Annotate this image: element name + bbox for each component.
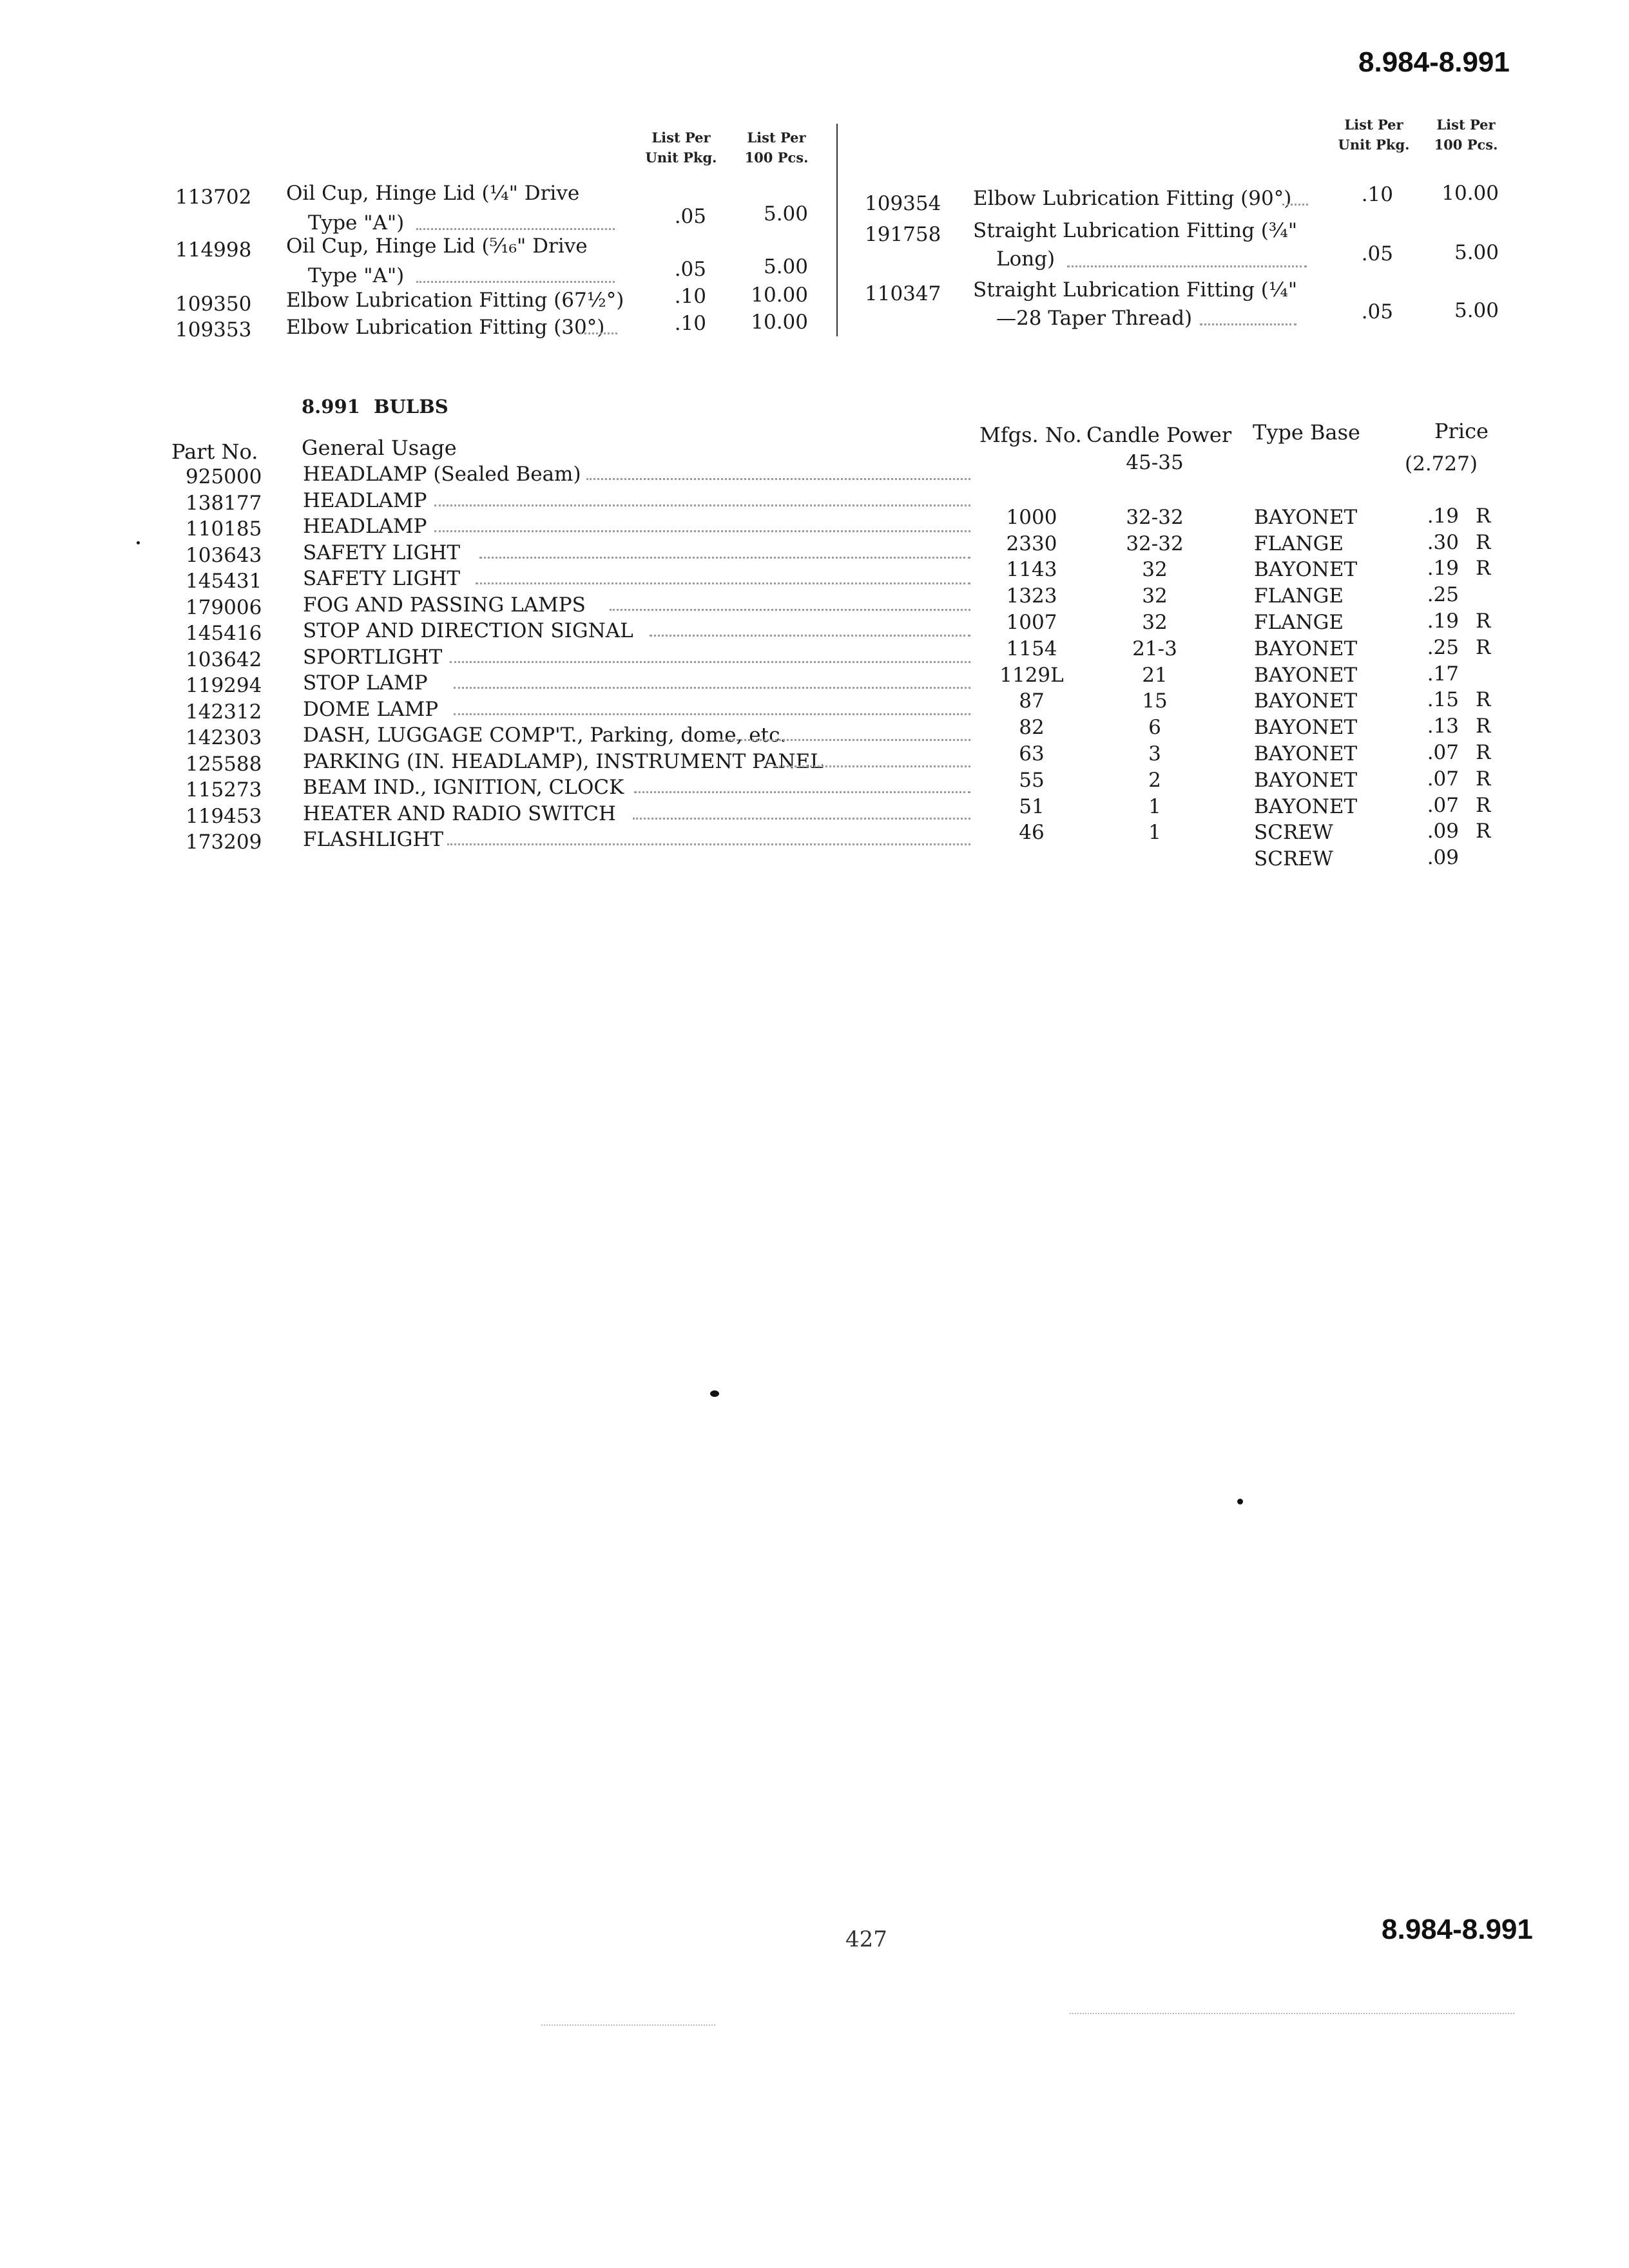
bulb-general-usage: SPORTLIGHT xyxy=(303,645,443,669)
scan-speck xyxy=(137,541,140,544)
bulb-type-base: BAYONET xyxy=(1254,663,1358,687)
bulb-general-usage: HEATER AND RADIO SWITCH xyxy=(303,802,616,825)
bulb-price: .25 xyxy=(1427,583,1459,607)
leader-dots xyxy=(634,791,970,793)
header-part-no: Part No. xyxy=(171,439,258,464)
bulb-mfgs-number: 1154 xyxy=(1006,637,1057,660)
bulb-mfgs-number: 1000 xyxy=(1006,505,1057,529)
bulb-candle-power: 32 xyxy=(1142,611,1168,634)
bulb-price: .19 xyxy=(1427,504,1459,528)
bulb-candle-power: 1 xyxy=(1148,794,1161,818)
bulb-part-number: 145431 xyxy=(186,570,262,593)
bulb-part-number: 119294 xyxy=(186,674,262,697)
header-mfgs-no: Mfgs. No. xyxy=(979,423,1082,447)
bulb-general-usage: DASH, LUGGAGE COMP'T., Parking, dome, etc. xyxy=(303,724,787,747)
fitting-description: Straight Lubrication Fitting (¾" xyxy=(973,219,1298,242)
bulb-type-base: BAYONET xyxy=(1254,768,1358,792)
bulb-part-number: 145416 xyxy=(186,622,262,645)
bulb-price-flag: R xyxy=(1476,688,1491,712)
bulb-part-number: 138177 xyxy=(186,491,262,515)
bulb-general-usage: HEADLAMP (Sealed Beam) xyxy=(303,463,581,486)
fitting-description-cont: Long) xyxy=(996,247,1055,271)
bulb-type-base: BAYONET xyxy=(1254,505,1358,529)
bulb-type-base: SCREW xyxy=(1254,847,1333,871)
bulb-type-base: BAYONET xyxy=(1254,716,1358,740)
fitting-description: Oil Cup, Hinge Lid (⁵⁄₁₆" Drive xyxy=(286,235,588,258)
fitting-description-cont: —28 Taper Thread) xyxy=(996,307,1193,330)
bulb-candle-power: 15 xyxy=(1142,689,1168,713)
bulb-price: .07 xyxy=(1427,767,1459,791)
bulb-type-base: BAYONET xyxy=(1254,689,1358,713)
bulb-candle-power: 6 xyxy=(1148,716,1161,740)
fitting-description: Straight Lubrication Fitting (¼" xyxy=(973,278,1298,302)
bulb-general-usage: SAFETY LIGHT xyxy=(303,567,461,590)
leader-dots xyxy=(775,765,970,767)
bulb-price: .17 xyxy=(1427,662,1459,686)
fitting-description: Elbow Lubrication Fitting (30°) xyxy=(286,316,605,339)
fitting-price-unit: .10 xyxy=(674,312,706,335)
fitting-price-100: 10.00 xyxy=(1441,182,1499,205)
bulb-type-base: FLANGE xyxy=(1254,584,1344,608)
fitting-part-number: 110347 xyxy=(865,282,941,305)
bulb-general-usage: BEAM IND., IGNITION, CLOCK xyxy=(303,776,624,799)
bulb-mfgs-number: 55 xyxy=(1019,768,1045,792)
bulb-general-usage: HEADLAMP xyxy=(303,488,427,512)
bulb-part-number: 110185 xyxy=(186,517,262,541)
bulb-price: .30 xyxy=(1427,530,1459,554)
bulb-candle-power: 2 xyxy=(1148,768,1161,792)
bulb-type-base: BAYONET xyxy=(1254,794,1358,818)
leader-dots xyxy=(434,505,970,506)
bulb-price-flag: R xyxy=(1476,557,1491,581)
fitting-price-100: 10.00 xyxy=(751,284,808,307)
leader-dots xyxy=(586,478,970,480)
header-candle-power: Candle Power xyxy=(1086,423,1232,447)
bulb-candle-power: 21-3 xyxy=(1132,637,1177,660)
bulb-price-flag: R xyxy=(1476,767,1491,791)
bulb-general-usage: FOG AND PASSING LAMPS xyxy=(303,593,586,617)
bulb-price-flag: R xyxy=(1476,504,1491,528)
bulb-general-usage: STOP LAMP xyxy=(303,671,428,695)
leader-dots xyxy=(450,661,970,663)
right-col-header-100-pcs: List Per 100 Pcs. xyxy=(1434,117,1498,153)
bulb-general-usage: DOME LAMP xyxy=(303,697,439,721)
bulb-price-flag: R xyxy=(1476,610,1491,633)
fitting-description: Oil Cup, Hinge Lid (¼" Drive xyxy=(286,182,580,205)
fitting-price-100: 5.00 xyxy=(1454,299,1499,322)
bulb-mfgs-number: 1007 xyxy=(1006,611,1057,634)
bulb-general-usage: FLASHLIGHT xyxy=(303,828,444,851)
leader-dots xyxy=(447,843,970,845)
scan-speck xyxy=(1237,1499,1243,1504)
bulb-price-flag: R xyxy=(1476,793,1491,817)
bulb-part-number: 103642 xyxy=(186,648,262,671)
bulb-part-number: 125588 xyxy=(186,752,262,776)
bulb-general-usage: HEADLAMP xyxy=(303,515,427,538)
bulb-candle-power: 45-35 xyxy=(1126,451,1184,474)
bulb-mfgs-number: 2330 xyxy=(1006,532,1057,555)
bulb-price: .07 xyxy=(1427,793,1459,817)
bulb-mfgs-number: 46 xyxy=(1019,821,1045,845)
fitting-part-number: 109350 xyxy=(175,293,252,316)
bulb-mfgs-number: 1129L xyxy=(999,663,1064,687)
bulb-type-base: SCREW xyxy=(1254,821,1333,845)
column-divider xyxy=(836,124,838,336)
leader-dots xyxy=(580,332,617,334)
fitting-price-100: 5.00 xyxy=(763,255,808,278)
scan-edge-mark xyxy=(1070,2013,1514,2014)
bulb-type-base: FLANGE xyxy=(1254,611,1344,634)
bulbs-section-number: 8.991 xyxy=(302,396,360,418)
fitting-price-unit: .05 xyxy=(1361,300,1393,323)
bulb-type-base: FLANGE xyxy=(1254,532,1344,555)
bulb-part-number: 173209 xyxy=(186,831,262,854)
bulb-price-flag: R xyxy=(1476,820,1491,843)
fitting-part-number: 109353 xyxy=(175,318,252,341)
left-col-header-100-pcs: List Per 100 Pcs. xyxy=(744,130,809,166)
bulb-mfgs-number: 87 xyxy=(1019,689,1045,713)
fitting-description-cont: Type "A") xyxy=(308,264,405,287)
bulb-price-flag: R xyxy=(1476,715,1491,738)
bulb-type-base: BAYONET xyxy=(1254,742,1358,765)
leader-dots xyxy=(416,281,615,283)
bulb-part-number: 925000 xyxy=(186,465,262,488)
bulb-candle-power: 32 xyxy=(1142,584,1168,608)
page-number: 427 xyxy=(845,1927,887,1952)
leader-dots xyxy=(650,635,970,637)
bulb-candle-power: 32 xyxy=(1142,558,1168,582)
bulb-price-flag: R xyxy=(1476,635,1491,659)
leader-dots xyxy=(476,582,970,584)
leader-dots xyxy=(434,530,970,532)
fitting-price-unit: .05 xyxy=(674,258,706,281)
bulb-price: .19 xyxy=(1427,610,1459,633)
scan-edge-mark xyxy=(541,2024,715,2026)
bulb-candle-power: 1 xyxy=(1148,821,1161,845)
bulb-candle-power: 3 xyxy=(1148,742,1161,765)
leader-dots xyxy=(1282,204,1308,206)
bulb-candle-power: 32-32 xyxy=(1126,505,1184,529)
bulb-type-base: BAYONET xyxy=(1254,558,1358,582)
page-footer-section-range: 8.984-8.991 xyxy=(1382,1914,1533,1945)
bulb-price: (2.727) xyxy=(1405,452,1478,476)
header-price: Price xyxy=(1434,419,1489,443)
bulb-price: .09 xyxy=(1427,846,1459,870)
fitting-part-number: 114998 xyxy=(175,238,252,262)
fitting-price-unit: .05 xyxy=(674,205,706,228)
header-type-base: Type Base xyxy=(1253,420,1360,445)
bulb-general-usage: PARKING (IN. HEADLAMP), INSTRUMENT PANEL xyxy=(303,749,824,773)
bulb-part-number: 142312 xyxy=(186,700,262,724)
scan-speck xyxy=(710,1390,719,1397)
leader-dots xyxy=(610,609,970,611)
fitting-price-unit: .10 xyxy=(1361,183,1393,206)
bulb-type-base: BAYONET xyxy=(1254,637,1358,660)
bulbs-section-title: BULBS xyxy=(374,396,448,418)
leader-dots xyxy=(720,739,970,741)
leader-dots xyxy=(454,687,970,689)
leader-dots xyxy=(454,713,970,715)
leader-dots xyxy=(1200,323,1296,325)
bulb-part-number: 119453 xyxy=(186,804,262,828)
leader-dots xyxy=(416,228,615,230)
right-col-header-unit-pkg: List Per Unit Pkg. xyxy=(1338,117,1410,153)
leader-dots xyxy=(633,818,970,820)
bulb-general-usage: STOP AND DIRECTION SIGNAL xyxy=(303,619,633,642)
bulb-mfgs-number: 51 xyxy=(1019,794,1045,818)
fitting-price-100: 10.00 xyxy=(751,311,808,334)
fitting-description: Elbow Lubrication Fitting (90°) xyxy=(973,187,1292,210)
bulb-price-flag: R xyxy=(1476,741,1491,764)
bulb-price: .13 xyxy=(1427,715,1459,738)
fitting-price-100: 5.00 xyxy=(1454,241,1499,264)
bulb-general-usage: SAFETY LIGHT xyxy=(303,541,461,564)
page-header-section-range: 8.984-8.991 xyxy=(1358,46,1510,78)
bulb-mfgs-number: 82 xyxy=(1019,716,1045,740)
bulb-price: .19 xyxy=(1427,557,1459,581)
bulb-price: .09 xyxy=(1427,820,1459,843)
bulb-price: .25 xyxy=(1427,635,1459,659)
fitting-price-unit: .05 xyxy=(1361,242,1393,265)
bulb-candle-power: 32-32 xyxy=(1126,532,1184,555)
bulb-mfgs-number: 63 xyxy=(1019,742,1045,765)
bulb-part-number: 142303 xyxy=(186,726,262,749)
bulb-candle-power: 21 xyxy=(1142,663,1168,687)
bulb-price-flag: R xyxy=(1476,530,1491,554)
fitting-part-number: 109354 xyxy=(865,192,941,215)
fitting-description-cont: Type "A") xyxy=(308,211,405,235)
fitting-part-number: 191758 xyxy=(865,223,941,246)
leader-dots xyxy=(1067,265,1307,267)
fitting-part-number: 113702 xyxy=(175,186,252,209)
left-col-header-unit-pkg: List Per Unit Pkg. xyxy=(645,130,717,166)
bulb-mfgs-number: 1323 xyxy=(1006,584,1057,608)
bulb-part-number: 103643 xyxy=(186,543,262,567)
bulb-part-number: 179006 xyxy=(186,595,262,619)
leader-dots xyxy=(479,557,970,559)
fitting-price-100: 5.00 xyxy=(763,202,808,226)
bulb-price: .07 xyxy=(1427,741,1459,764)
bulb-price: .15 xyxy=(1427,688,1459,712)
header-general-usage: General Usage xyxy=(302,436,457,460)
fitting-price-unit: .10 xyxy=(674,285,706,308)
bulb-part-number: 115273 xyxy=(186,778,262,802)
fitting-description: Elbow Lubrication Fitting (67½°) xyxy=(286,289,624,312)
bulb-mfgs-number: 1143 xyxy=(1006,558,1057,582)
